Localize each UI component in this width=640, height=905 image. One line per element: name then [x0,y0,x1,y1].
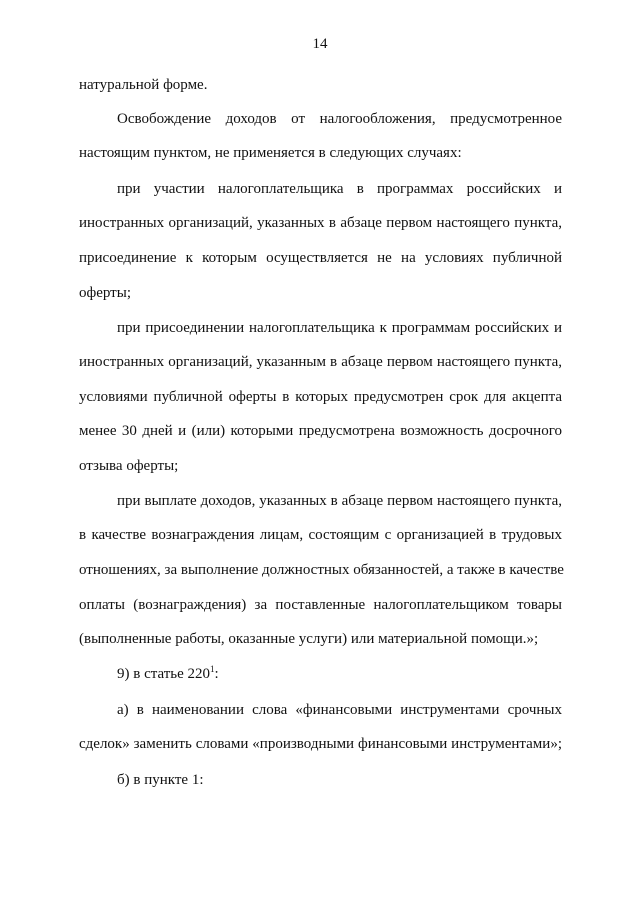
text-line: сделок» заменить словами «производными финансовыми инструментами»; [79,736,562,752]
text-line: (выполненные работы, оказанные услуги) или материальной помощи.»; [79,631,539,647]
text-segment: 9) в статье 220 [117,666,211,682]
text-line: условиями публичной оферты в которых предусмотрен срок для акцепта [79,389,562,405]
text-line: б) в пункте 1: [117,772,204,788]
text-line: настоящим пунктом, не применяется в следующих случаях: [79,145,462,161]
text-line: Освобождение доходов от налогообложения, предусмотренное [117,111,562,127]
text-line: отношениях, за выполнение должностных обязанностей, а также в качестве [79,562,564,578]
page-number: 14 [312,36,328,52]
text-line [117,665,219,683]
superscript: 1 [210,664,215,674]
text-segment: : [214,666,219,682]
text-line: а) в наименовании слова «финансовыми инструментами срочных [117,702,562,718]
text-line: присоединение к которым осуществляется не на условиях публичной [79,250,562,266]
text-line: при участии налогоплательщика в программах российских и [117,181,562,197]
text-line: иностранных организаций, указанных в абзаце первом настоящего пункта, [79,215,562,231]
text-line: отзыва оферты; [79,458,179,474]
text-line: иностранных организаций, указанным в абзаце первом настоящего пункта, [79,354,562,370]
text-line: натуральной форме. [79,77,208,93]
text-line: при присоединении налогоплательщика к программам российских и [117,320,562,336]
text-line: при выплате доходов, указанных в абзаце первом настоящего пункта, [117,493,562,509]
text-line: в качестве вознаграждения лицам, состоящим с организацией в трудовых [79,527,562,543]
text-line: менее 30 дней и (или) которыми предусмотрена возможность досрочного [79,423,562,439]
text-line: оферты; [79,285,131,301]
text-line: оплаты (вознаграждения) за поставленные налогоплательщиком товары [79,597,562,613]
